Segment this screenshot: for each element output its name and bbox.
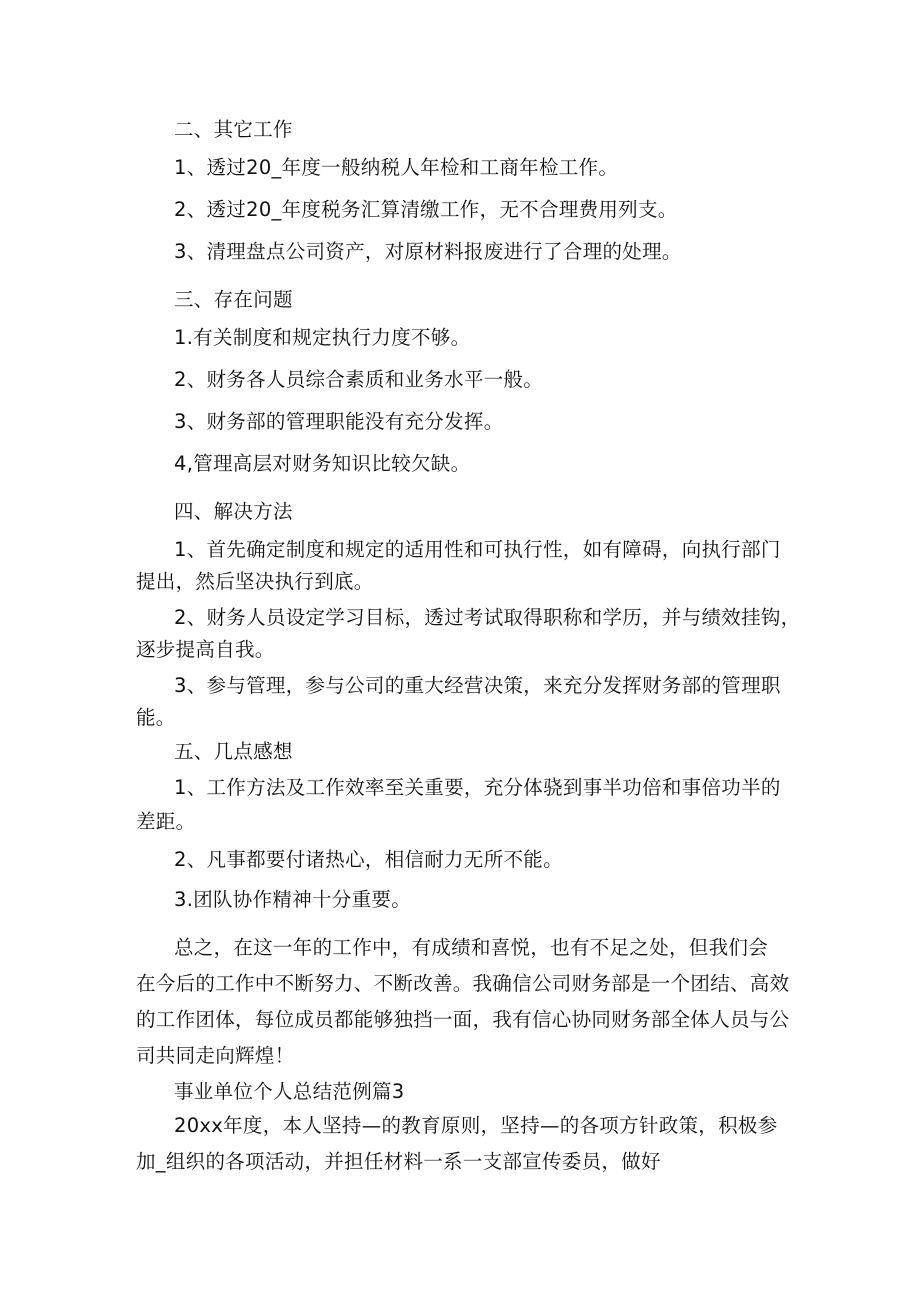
summary-line: 在今后的工作中不断努力、不断改善。我确信公司财务部是一个团结、高效 xyxy=(136,972,790,995)
paragraph-line: 提出，然后坚决执行到底。 xyxy=(136,570,374,593)
list-item: 3.团队协作精神十分重要。 xyxy=(174,888,412,911)
summary-line: 总之，在这一年的工作中，有成绩和喜悦，也有不足之处，但我们会 xyxy=(174,936,769,959)
article-title: 事业单位个人总结范例篇3 xyxy=(174,1080,405,1103)
list-item: 4,管理高层对财务知识比较欠缺。 xyxy=(174,452,471,475)
section-heading: 二、其它工作 xyxy=(174,118,293,141)
list-item: 2、凡事都要付诸热心，相信耐力无所不能。 xyxy=(174,848,563,871)
list-item: 1、透过20_年度一般纳税人年检和工商年检工作。 xyxy=(174,156,619,179)
section-heading: 三、存在问题 xyxy=(174,288,293,311)
paragraph-line: 2、财务人员设定学习目标，透过考试取得职称和学历，并与绩效挂钩， xyxy=(174,606,801,629)
summary-line: 的工作团体，每位成员都能够独挡一面，我有信心协同财务部全体人员与公 xyxy=(136,1008,790,1031)
paragraph-line: 1、工作方法及工作效率至关重要，充分体骁到事半功倍和事倍功半的 xyxy=(174,776,781,799)
list-item: 2、财务各人员综合素质和业务水平一般。 xyxy=(174,368,544,391)
list-item: 2、透过20_年度税务汇算清缴工作，无不合理费用列支。 xyxy=(174,198,678,221)
paragraph-line: 3、参与管理，参与公司的重大经营决策，来充分发挥财务部的管理职 xyxy=(174,674,781,697)
list-item: 3、清理盘点公司资产，对原材料报废进行了合理的处理。 xyxy=(174,240,682,263)
paragraph-line: 差距。 xyxy=(136,810,196,833)
summary-line: 司共同走向辉煌！ xyxy=(136,1044,295,1067)
section-heading: 四、解决方法 xyxy=(174,500,293,523)
paragraph-line: 加_组织的各项活动，并担任材料一系一支部宣传委员，做好 xyxy=(136,1150,661,1173)
list-item: 3、财务部的管理职能没有充分发挥。 xyxy=(174,410,504,433)
paragraph-line: 能。 xyxy=(136,706,176,729)
paragraph-line: 1、首先确定制度和规定的适用性和可执行性，如有障碍，向执行部门 xyxy=(174,538,781,561)
list-item: 1.有关制度和规定执行力度不够。 xyxy=(174,326,471,349)
section-heading: 五、几点感想 xyxy=(174,740,293,763)
paragraph-line: 逐步提高自我。 xyxy=(136,638,275,661)
paragraph-line: 20xx年度，本人坚持—的教育原则，坚持—的各项方针政策，积极参 xyxy=(174,1114,778,1137)
